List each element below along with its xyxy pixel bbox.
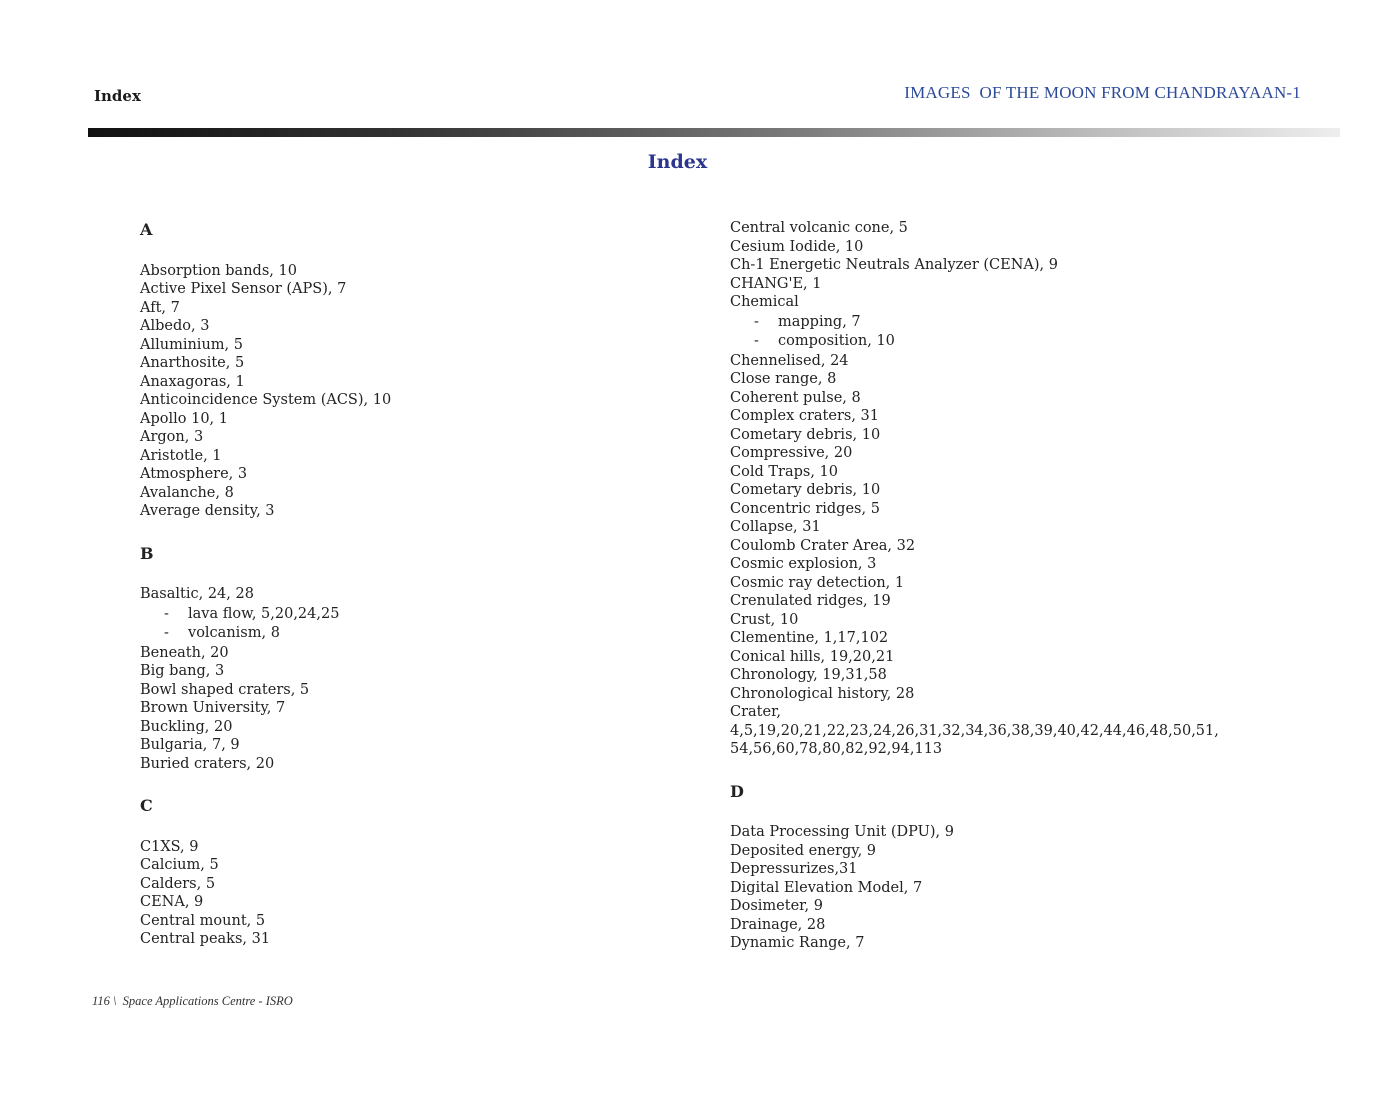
section-letter: C — [140, 796, 153, 815]
index-entry: Basaltic, 24, 28 — [140, 586, 254, 602]
index-entry: Calcium, 5 — [140, 857, 219, 873]
entry-list — [730, 219, 1330, 293]
index-entry: Anaxagoras, 1 — [140, 373, 245, 390]
index-entry: Aft, 7 — [140, 299, 180, 316]
sub-entry-text: mapping, 7 — [778, 313, 861, 330]
index-entry: Depressurizes,31 — [730, 861, 858, 877]
page-footer: 116 \ Space Applications Centre - ISRO — [92, 994, 293, 1008]
index-entry: Anarthosite, 5 — [140, 355, 245, 371]
index-entry: Central volcanic cone, 5 — [730, 220, 908, 236]
index-sub-entry — [140, 605, 700, 624]
index-entry: Dynamic Range, 7 — [730, 935, 865, 951]
index-entry: Big bang, 3 — [140, 663, 225, 679]
index-section-a — [140, 221, 700, 521]
index-entry: Cold Traps, 10 — [730, 463, 838, 480]
index-entry: Chronology, 19,31,58 — [730, 667, 887, 683]
running-header-section: Index — [94, 87, 141, 105]
sub-entry-list — [140, 605, 700, 643]
index-entry: Cesium Iodide, 10 — [730, 238, 864, 255]
index-entry: Beneath, 20 — [140, 644, 229, 661]
index-entry: Bowl shaped craters, 5 — [140, 681, 310, 698]
index-entry: Complex craters, 31 — [730, 408, 880, 424]
index-entry: Crust, 10 — [730, 611, 799, 628]
index-entry: Active Pixel Sensor (APS), 7 — [140, 281, 347, 297]
sub-entry-dash: - — [164, 625, 169, 641]
index-section-d — [730, 783, 1330, 953]
index-entry: Compressive, 20 — [730, 445, 853, 461]
sub-entry-dash: - — [754, 313, 759, 330]
index-entry: Anticoincidence System (ACS), 10 — [140, 392, 392, 408]
index-entry: Chronological history, 28 — [730, 685, 915, 702]
index-entry: Cometary debris, 10 — [730, 426, 881, 443]
index-section-c — [140, 797, 700, 949]
index-entry: Collapse, 31 — [730, 519, 821, 535]
sub-entry-dash: - — [164, 605, 169, 622]
sub-entry-dash: - — [754, 333, 759, 349]
index-entry: Argon, 3 — [140, 429, 204, 445]
index-section-b — [140, 545, 700, 774]
section-letter: D — [730, 781, 744, 801]
index-entry: Chemical — [730, 294, 799, 310]
index-entry: Concentric ridges, 5 — [730, 500, 880, 517]
index-entry: Cometary debris, 10 — [730, 482, 881, 498]
sub-entry-list — [730, 313, 1330, 351]
index-entry: CENA, 9 — [140, 894, 204, 910]
entry-list — [730, 352, 1330, 704]
index-entry: Data Processing Unit (DPU), 9 — [730, 824, 954, 840]
index-entry: Aristotle, 1 — [140, 447, 222, 464]
index-entry: Bulgaria, 7, 9 — [140, 737, 240, 753]
entry-list — [140, 262, 700, 521]
index-entry: Close range, 8 — [730, 371, 837, 387]
entry-list — [730, 823, 1330, 953]
sub-entry-text: volcanism, 8 — [188, 625, 280, 641]
index-entry: Apollo 10, 1 — [140, 410, 228, 427]
index-entry: Deposited energy, 9 — [730, 842, 877, 859]
section-letter: A — [140, 220, 153, 239]
index-entry: Digital Elevation Model, 7 — [730, 879, 923, 896]
index-entry: Absorption bands, 10 — [140, 262, 297, 279]
index-sub-entry — [730, 313, 1330, 332]
index-entry-crater: Crater, 4,5,19,20,21,22,23,24,26,31,32,34,36,38,39,40,42,44,46,48,50,51, 54,56,60,78,80,82,92,94,113 — [730, 704, 1219, 757]
index-column-left — [140, 219, 700, 949]
index-entry: Ch-1 Energetic Neutrals Analyzer (CENA), 9 — [730, 257, 1058, 273]
index-entry: Brown University, 7 — [140, 700, 286, 716]
index-entry: Coulomb Crater Area, 32 — [730, 537, 916, 554]
index-entry: Central peaks, 31 — [140, 931, 271, 947]
index-entry: Cosmic explosion, 3 — [730, 556, 877, 572]
page-title: Index — [647, 151, 708, 173]
index-entry: Crenulated ridges, 19 — [730, 593, 891, 609]
entry-list — [140, 644, 700, 774]
section-letter: B — [140, 543, 154, 563]
sub-entry-text: composition, 10 — [778, 333, 895, 349]
index-sub-entry — [730, 332, 1330, 351]
index-entry: Alluminium, 5 — [140, 336, 243, 353]
sub-entry-text: lava flow, 5,20,24,25 — [188, 605, 340, 622]
index-sub-entry — [140, 624, 700, 643]
index-entry: Buried craters, 20 — [140, 755, 275, 772]
running-header-book-title: IMAGES OF THE MOON FROM CHANDRAYAAN-1 — [904, 83, 1301, 102]
index-column-right — [730, 219, 1330, 953]
index-entry: Coherent pulse, 8 — [730, 389, 861, 406]
index-entry: Dosimeter, 9 — [730, 898, 823, 914]
header-gradient-rule — [88, 128, 1340, 137]
index-entry: Calders, 5 — [140, 875, 216, 892]
index-entry: C1XS, 9 — [140, 838, 199, 855]
index-entry: Cosmic ray detection, 1 — [730, 574, 905, 591]
index-entry: Average density, 3 — [140, 503, 275, 519]
index-entry: CHANG'E, 1 — [730, 275, 822, 292]
index-entry: Clementine, 1,17,102 — [730, 630, 889, 646]
index-entry: Avalanche, 8 — [140, 484, 234, 501]
index-entry: Chennelised, 24 — [730, 352, 849, 369]
index-entry: Buckling, 20 — [140, 718, 233, 735]
index-entry: Central mount, 5 — [140, 912, 266, 929]
index-entry: Drainage, 28 — [730, 916, 826, 933]
index-entry: Albedo, 3 — [140, 318, 210, 334]
index-entry: Conical hills, 19,20,21 — [730, 648, 895, 665]
index-entry: Atmosphere, 3 — [140, 466, 248, 482]
entry-list — [140, 838, 700, 949]
